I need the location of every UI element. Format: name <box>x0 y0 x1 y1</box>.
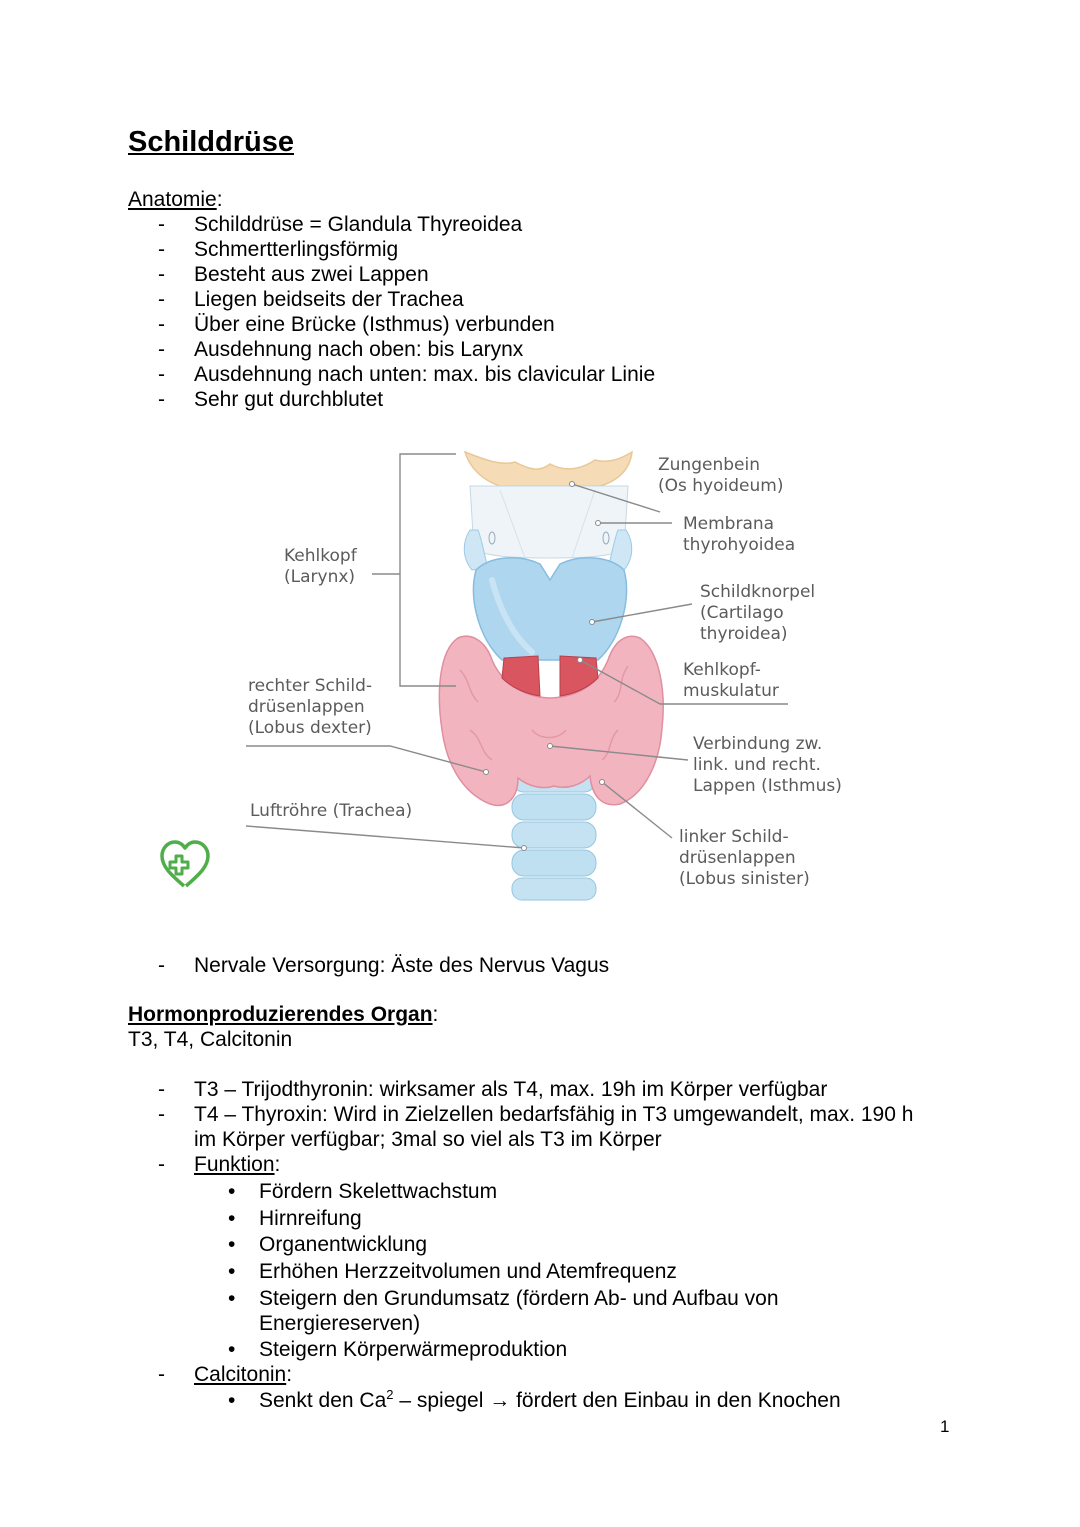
function-heading: Funktion <box>194 1153 275 1176</box>
label-rechter-2: drüsenlappen <box>248 697 365 717</box>
anatomy-heading: Anatomie <box>128 188 217 211</box>
page-title: Schilddrüse <box>128 126 294 158</box>
label-membrana-2: thyrohyoidea <box>683 535 796 555</box>
hyoid-bone-shape <box>465 452 632 486</box>
function-item-continued: Energiereserven) <box>259 1312 421 1335</box>
hormone-list-line: T3, T4, Calcitonin <box>128 1028 293 1051</box>
label-kehlkopf-2: (Larynx) <box>284 567 356 587</box>
thyroid-cartilage-shape <box>474 558 627 660</box>
label-linker-2: drüsenlappen <box>679 848 796 868</box>
anatomy-heading-colon: : <box>216 188 223 211</box>
t4-item-continued: im Körper verfügbar; 3mal so viel als T3 im Körper <box>194 1128 662 1151</box>
label-rechter-1: rechter Schild- <box>248 676 372 696</box>
label-muskulatur-2: muskulatur <box>683 681 779 701</box>
label-kehlkopf-1: Kehlkopf <box>284 546 357 566</box>
function-item: • Erhöhen Herzzeitvolumen und Atemfrequenz <box>228 1260 677 1283</box>
function-item: • Organentwicklung <box>228 1233 428 1256</box>
calcitonin-item: • Senkt den Ca$^2$ – spiegel → fördert den Einbau in den Knochen <box>228 1387 841 1412</box>
function-item: • Steigern Körperwärmeproduktion <box>228 1338 568 1361</box>
label-linker-1: linker Schild- <box>679 827 789 847</box>
page-number: 1 <box>940 1417 950 1436</box>
calcitonin-heading: Calcitonin <box>194 1363 287 1386</box>
label-rechter-3: (Lobus dexter) <box>248 718 372 738</box>
heart-cross-logo-icon <box>162 842 208 886</box>
label-verbindung-2: link. und recht. <box>693 755 821 775</box>
label-schildknorpel-1: Schildknorpel <box>700 582 816 602</box>
label-membrana-1: Membrana <box>683 514 775 534</box>
hormone-heading-line <box>128 1002 438 1027</box>
function-item: • Hirnreifung <box>228 1207 362 1230</box>
hormone-heading-colon: : <box>432 1003 439 1026</box>
label-schildknorpel-3: thyroidea) <box>700 624 788 644</box>
thyroid-anatomy-figure <box>140 430 900 930</box>
membrane-shape <box>470 486 628 558</box>
label-verbindung-3: Lappen (Isthmus) <box>693 776 842 796</box>
label-verbindung-1: Verbindung zw. <box>693 734 823 754</box>
thyroid-gland-shape <box>439 636 663 805</box>
label-muskulatur-1: Kehlkopf- <box>683 660 761 680</box>
label-zungenbein-2: (Os hyoideum) <box>658 476 784 496</box>
label-schildknorpel-2: (Cartilago <box>700 603 784 623</box>
label-linker-3: (Lobus sinister) <box>679 869 810 889</box>
function-item: • Fördern Skelettwachstum <box>228 1180 498 1203</box>
label-zungenbein-1: Zungenbein <box>658 455 760 475</box>
function-item: • Steigern den Grundumsatz (fördern Ab- und Aufbau von <box>228 1287 779 1310</box>
anatomy-heading-line <box>128 187 223 212</box>
document-page: Schilddrüse Anatomie: - Schilddrüse = Glandula Thyreoidea - Schmertterlingsförmig - Besteht aus zwei Lappen - Liegen beidseits der Trachea - Über eine Brücke (Isthmus) verbunden - Ausdehnung nach oben: bis Larynx - Ausdehnung nach unten: max. bis clavicular Linie - Sehr gut durchblutet Zungenbein (Os hyoideum) Membrana thyrohyoidea Kehlkopf (Larynx) Schildknorpel (Cartilago thyroidea) Kehlkopf- muskulatur rechter Schild- drüsenlappen (Lobus dexter) Verbindung zw. link. und recht. Lappen (Isthmus) Luftröhre (Trachea) linker Schild- drüsenlappen (Lobus sinister) - Nervale Versorgung: Äste des Nervus Vagus Hormonproduzierendes Organ: T3, T4, Calcitonin - T3 – Trijodthyronin: wirksamer als T4, max. 19h im Körper verfügbar - T4 – Thyroxin: Wird in Zielzellen bedarfsfähig in T3 umgewandelt, max. 190 h im Körper verfügbar; 3mal so viel als T3 im Körper - Funktion: • Fördern Skelettwachstum • Hirnreifung • Organentwicklung • Erhöhen Herzzeitvolumen und Atemfrequenz • Steigern den Grundumsatz (fördern Ab- und Aufbau von Energiereserven) • Steigern Körperwärmeproduktion - Calcitonin: • Senkt den Ca$^2$ – spiegel → fördert den Einbau in den Knochen 1 <box>128 126 950 1436</box>
label-trachea: Luftröhre (Trachea) <box>250 801 413 821</box>
hormone-heading: Hormonproduzierendes Organ <box>128 1003 433 1026</box>
